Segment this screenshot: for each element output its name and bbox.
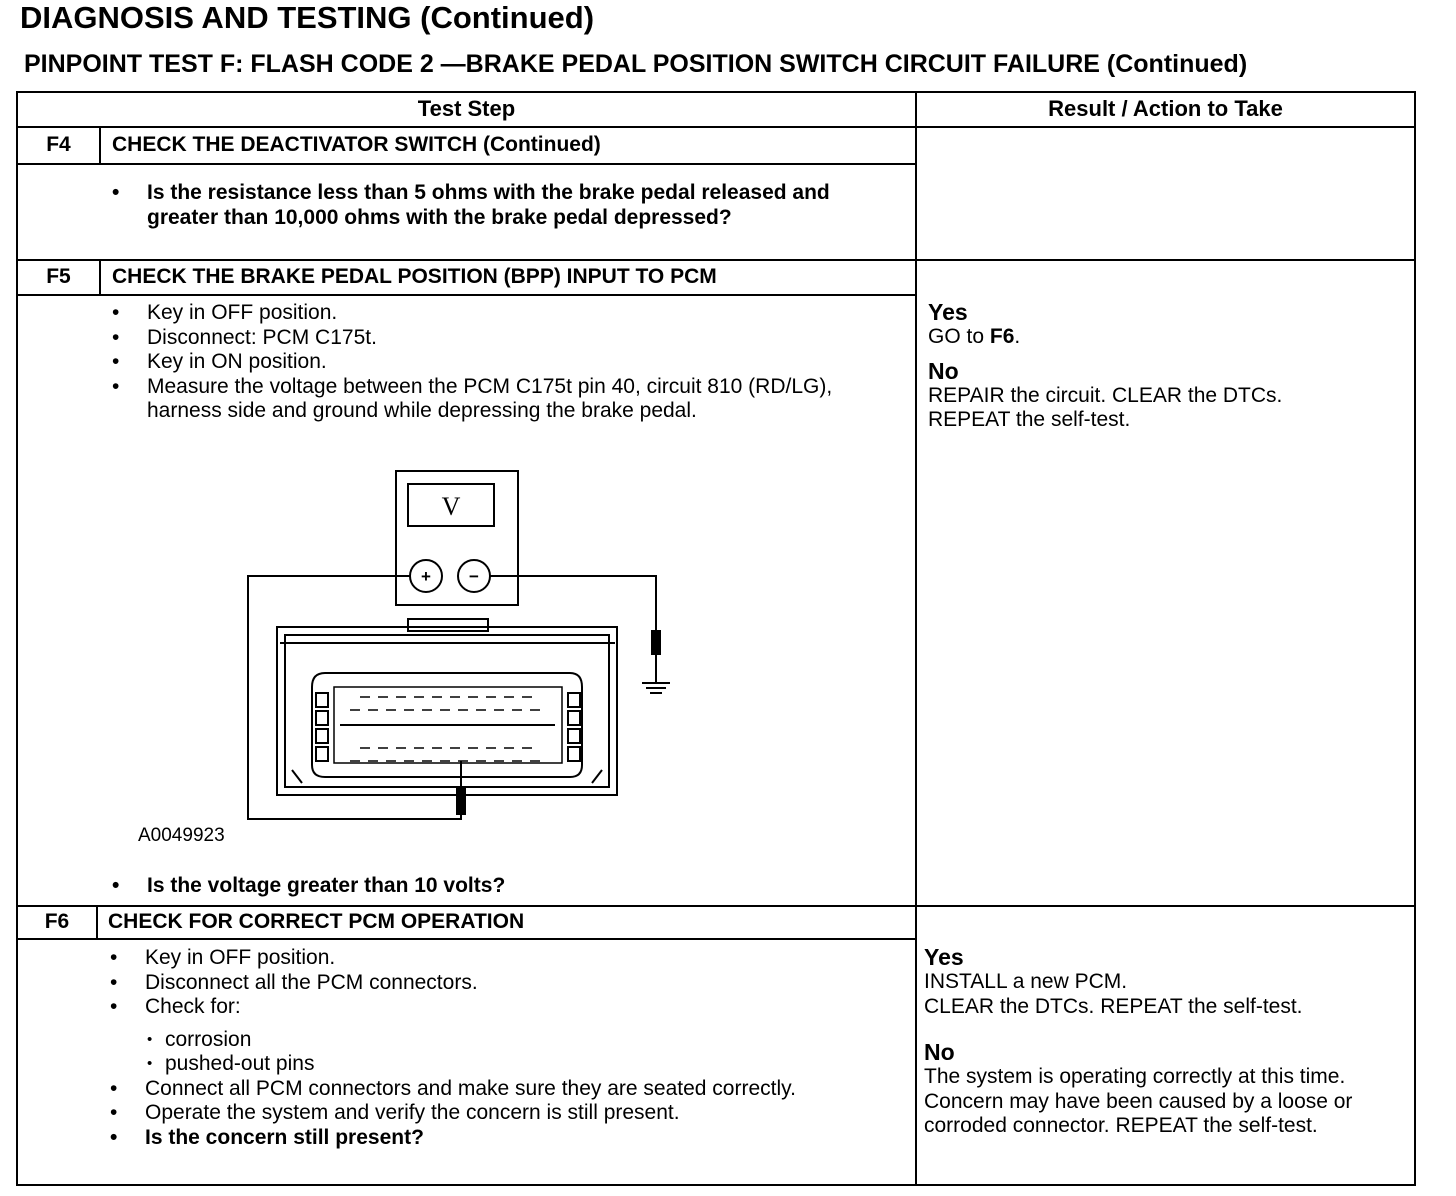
f6-divider xyxy=(16,905,1416,907)
figure-code: A0049923 xyxy=(138,825,225,846)
f6-step-id: F6 xyxy=(44,910,70,933)
f5-steps xyxy=(106,301,896,424)
f4-id-divider xyxy=(99,126,101,165)
f6-yes-label: Yes xyxy=(924,944,964,970)
f6-check-item-2: • pushed-out pins xyxy=(145,1052,894,1077)
f6-id-divider xyxy=(96,905,98,940)
column-divider xyxy=(915,91,917,1186)
f6-yes-text-1: INSTALL a new PCM. xyxy=(924,970,1128,993)
table-top-border xyxy=(16,91,1416,93)
f4-step-id: F4 xyxy=(46,133,71,156)
f6-check-items xyxy=(104,1028,894,1077)
f4-steps xyxy=(106,181,896,230)
header-divider xyxy=(16,126,1416,128)
f5-yes-end: . xyxy=(1014,325,1021,348)
f5-yes-action xyxy=(928,325,1403,350)
f5-step-title: CHECK THE BRAKE PEDAL POSITION (BPP) INPUT TO PCM xyxy=(112,265,717,288)
f6-no-label: No xyxy=(924,1039,955,1065)
f6-question: • Is the concern still present? xyxy=(104,1126,894,1151)
f4-step-title: CHECK THE DEACTIVATOR SWITCH (Continued) xyxy=(112,133,601,156)
f6-step-4: • Connect all PCM connectors and make sure they are seated correctly. xyxy=(104,1077,894,1102)
header-test-step: Test Step xyxy=(417,96,516,121)
f6-step-1: • Key in OFF position. xyxy=(104,946,894,971)
table-left-border xyxy=(16,91,18,1186)
table-right-border xyxy=(1414,91,1416,1186)
f5-id-divider xyxy=(99,259,101,296)
f6-no-text: The system is operating correctly at this time. Concern may have been caused by a loose or corroded connector. REPEAT the self-test. xyxy=(924,1065,1353,1137)
f5-result xyxy=(928,299,1403,433)
f5-step-1: • Key in OFF position. xyxy=(106,301,896,326)
f5-no-label: No xyxy=(928,357,959,384)
voltmeter-label: V xyxy=(441,492,461,521)
f6-result xyxy=(924,944,1404,1139)
f4-title-divider xyxy=(16,163,917,165)
f5-step-4: • Measure the voltage between the PCM C175t pin 40, circuit 810 (RD/LG), harness side and ground while depressing the brake pedal. xyxy=(106,375,896,424)
voltmeter-connector-diagram xyxy=(230,465,690,830)
plus-symbol: + xyxy=(421,567,431,586)
f5-no-text-2: REPEAT the self-test. xyxy=(928,408,1131,431)
f5-divider xyxy=(16,259,1416,261)
ground-probe xyxy=(651,630,661,655)
f6-step-3 xyxy=(104,995,894,1020)
positive-lead xyxy=(248,576,461,819)
connector-pins xyxy=(350,697,540,761)
f6-yes-text-2: CLEAR the DTCs. REPEAT the self-test. xyxy=(924,994,1303,1018)
f5-yes-text: GO to xyxy=(928,325,985,348)
f5-question: • Is the voltage greater than 10 volts? xyxy=(106,874,896,899)
negative-lead xyxy=(490,576,656,630)
minus-symbol: − xyxy=(469,567,479,586)
f6-step-3-text: Check for: xyxy=(145,995,241,1018)
pinpoint-test-title: PINPOINT TEST F: FLASH CODE 2 —BRAKE PEDAL POSITION SWITCH CIRCUIT FAILURE (Continued) xyxy=(24,50,1248,78)
f6-step-title: CHECK FOR CORRECT PCM OPERATION xyxy=(108,910,525,933)
f5-question-list xyxy=(106,874,896,899)
f5-title-divider xyxy=(16,294,917,296)
f6-check-item-1: • corrosion xyxy=(145,1028,894,1053)
pin-probe xyxy=(456,787,466,815)
f5-step-3: • Key in ON position. xyxy=(106,350,896,375)
f5-yes-label: Yes xyxy=(928,299,968,325)
f4-question: • Is the resistance less than 5 ohms with the brake pedal released and greater than 10,000 ohms with the brake pedal depressed? xyxy=(106,181,896,230)
f6-step-5: • Operate the system and verify the concern is still present. xyxy=(104,1101,894,1126)
f5-no-text-1: REPAIR the circuit. CLEAR the DTCs. xyxy=(928,383,1283,407)
f6-step-2: • Disconnect all the PCM connectors. xyxy=(104,971,894,996)
table-bottom-border xyxy=(16,1184,1416,1186)
f5-step-2: • Disconnect: PCM C175t. xyxy=(106,326,896,351)
header-result: Result / Action to Take xyxy=(1048,96,1283,121)
page-title: DIAGNOSIS AND TESTING (Continued) xyxy=(20,0,595,35)
f5-yes-target: F6 xyxy=(989,325,1015,348)
f6-steps xyxy=(104,946,894,1150)
f5-step-id: F5 xyxy=(46,265,71,288)
f6-title-divider xyxy=(16,938,917,940)
